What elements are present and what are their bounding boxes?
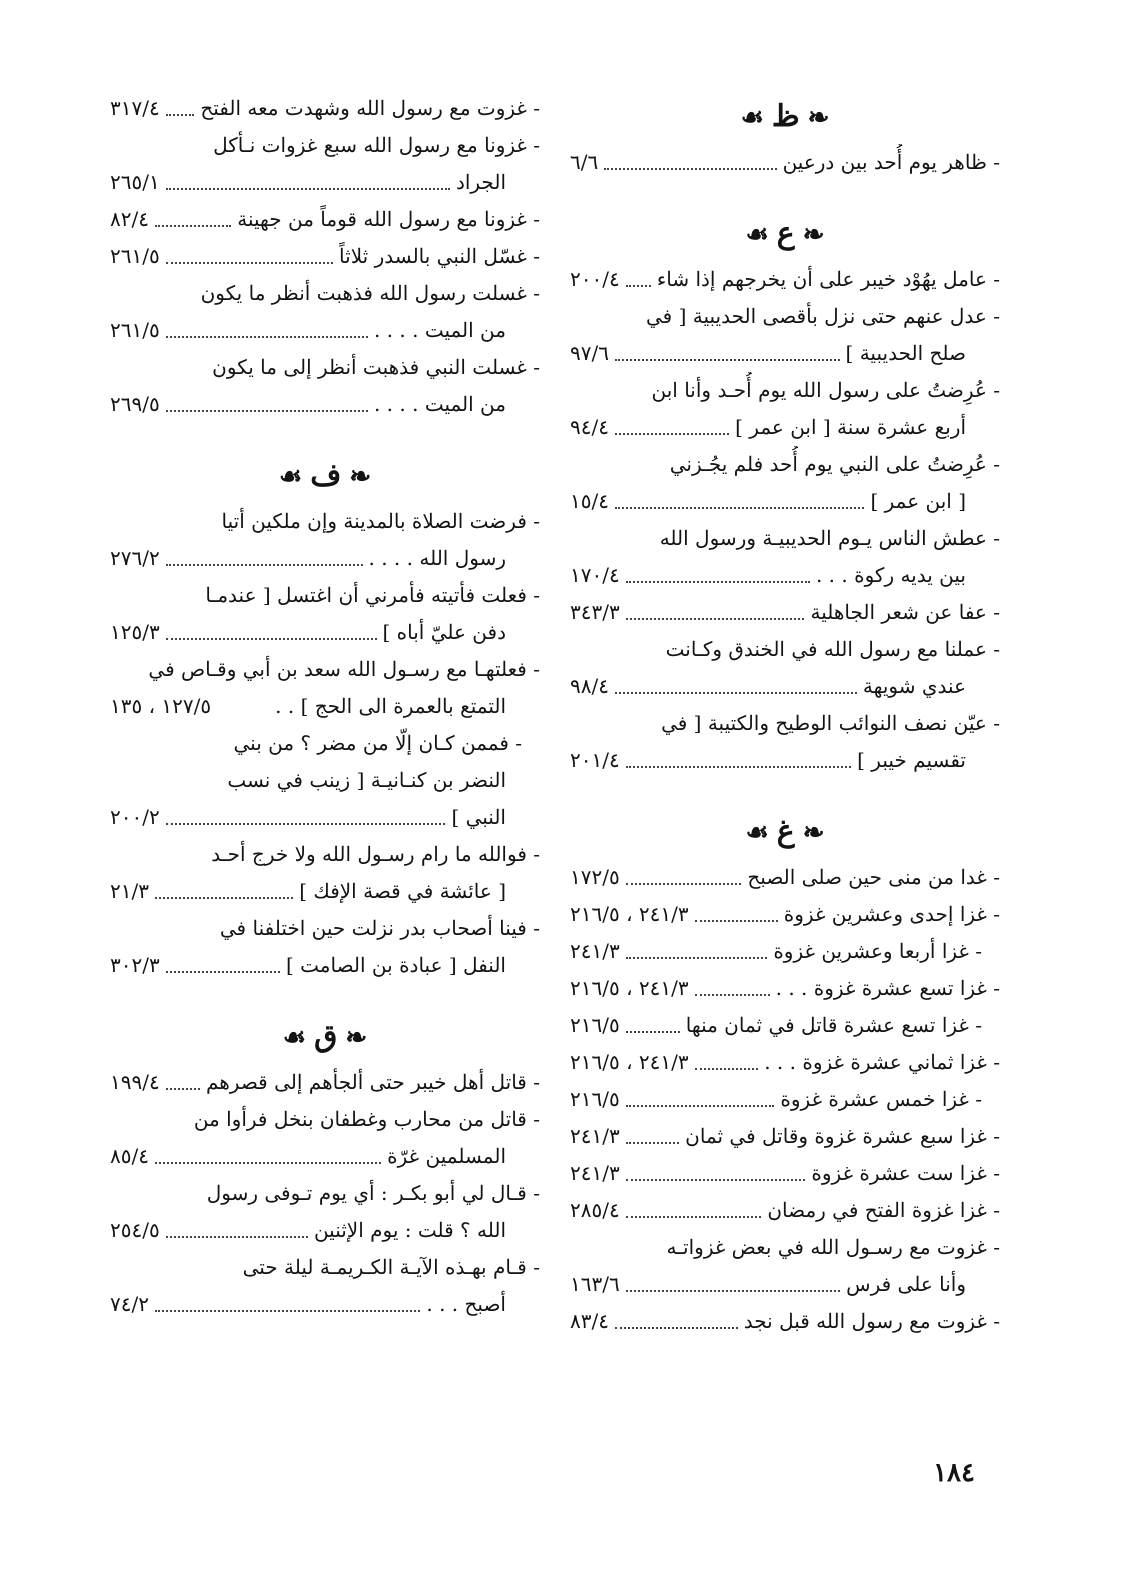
entry-text: - عطش الناس يـوم الحديبيـة ورسول الله bbox=[660, 520, 1000, 557]
entry-line bbox=[110, 1064, 540, 1101]
entry-text: الله ؟ قلت : يوم الإثنين bbox=[313, 1218, 506, 1242]
index-entry bbox=[570, 594, 1000, 631]
entry-line bbox=[570, 372, 1000, 409]
entry-reference: ٢٤١/٣ bbox=[570, 1124, 620, 1148]
entry-line bbox=[110, 799, 540, 836]
dot-leader bbox=[166, 638, 377, 640]
index-entry bbox=[570, 933, 1000, 970]
dot-leader bbox=[615, 507, 864, 509]
index-entry bbox=[110, 1101, 540, 1175]
entry-line bbox=[570, 1266, 1000, 1303]
section-letter: ظ bbox=[771, 99, 800, 134]
entry-text: - غزوت مع رسول الله قبل نجد bbox=[744, 1303, 1000, 1340]
index-entry bbox=[570, 1007, 1000, 1044]
entry-reference: ٦/٦ bbox=[570, 150, 599, 174]
entry-text: - فعلتهـا مع رسـول الله سعد بن أبي وقـاص في bbox=[148, 651, 540, 688]
entry-line bbox=[110, 1138, 540, 1175]
entry-line bbox=[110, 540, 540, 577]
dot-leader bbox=[626, 957, 768, 959]
entry-text: - فوالله ما رام رسـول الله ولا خرج أحـد bbox=[211, 836, 540, 873]
dot-leader bbox=[166, 823, 446, 825]
index-entry bbox=[570, 520, 1000, 594]
section-letter: غ bbox=[776, 814, 795, 849]
entry-line bbox=[570, 631, 1000, 668]
entry-reference: ٢٤١/٣ ، ٢١٦/٥ bbox=[570, 976, 689, 1000]
index-entry bbox=[570, 372, 1000, 446]
index-entry bbox=[110, 910, 540, 984]
index-section bbox=[570, 90, 1000, 181]
entry-text: - غسلت رسول الله فذهبت أنظر ما يكون bbox=[201, 275, 540, 312]
entry-reference: ٢١/٣ bbox=[110, 879, 149, 903]
entry-reference: ٨٢/٤ bbox=[110, 207, 149, 231]
ornament-icon: ☙ bbox=[278, 462, 303, 492]
entry-text: - فعلت فأتيته فأمرني أن اغتسل [ عندمـا bbox=[205, 577, 540, 614]
entry-line bbox=[110, 836, 540, 873]
section-letter: ع bbox=[776, 216, 795, 251]
section-spacer bbox=[110, 423, 540, 449]
index-entry bbox=[110, 836, 540, 910]
entry-line bbox=[570, 335, 1000, 372]
index-entry bbox=[570, 1081, 1000, 1118]
index-entry bbox=[570, 705, 1000, 779]
dot-leader bbox=[695, 920, 778, 922]
entry-text: من الميت . . . . bbox=[373, 318, 506, 342]
entry-text: - عملنا مع رسول الله في الخندق وكـانت bbox=[666, 631, 1000, 668]
index-entry bbox=[110, 503, 540, 577]
entry-line bbox=[110, 873, 540, 910]
dot-leader bbox=[166, 114, 195, 116]
entry-text: - غزا ثماني عشرة غزوة . . . bbox=[764, 1044, 1000, 1081]
dot-leader bbox=[615, 692, 857, 694]
entry-reference: ٢٧٦/٢ bbox=[110, 546, 160, 570]
dot-leader bbox=[626, 1105, 775, 1107]
dot-leader bbox=[615, 359, 840, 361]
entry-reference: ٢٨٥/٤ bbox=[570, 1198, 620, 1222]
entry-reference: ٢٥٤/٥ bbox=[110, 1218, 160, 1242]
index-entry bbox=[110, 1064, 540, 1101]
entry-reference: ١٢٧/٥ ، ١٣٥ bbox=[110, 694, 212, 718]
index-entry bbox=[110, 1249, 540, 1323]
index-entry bbox=[110, 238, 540, 275]
entry-text: - عامل يهُوْد خيبر على أن يخرجهم إذا شاء bbox=[657, 261, 1000, 298]
entry-text: النضر بن كنـانيـة [ زينب في نسب bbox=[227, 768, 506, 792]
entry-text: - فرضت الصلاة بالمدينة وإن ملكين أتيا bbox=[222, 503, 540, 540]
ornament-icon: ☙ bbox=[745, 220, 769, 250]
entry-text: - قاتل من محارب وغطفان بنخل فرأوا من bbox=[194, 1101, 540, 1138]
index-entry bbox=[570, 261, 1000, 298]
dot-leader bbox=[626, 285, 651, 287]
entry-text: النبي ] bbox=[451, 805, 506, 829]
entry-text: وأنا على فرس bbox=[846, 1272, 966, 1296]
dot-leader bbox=[626, 1216, 762, 1218]
entry-line bbox=[110, 90, 540, 127]
entry-line bbox=[110, 312, 540, 349]
entry-line bbox=[570, 1229, 1000, 1266]
entry-line bbox=[570, 446, 1000, 483]
entry-text: [ ابن عمر ] bbox=[870, 489, 966, 513]
entry-text: - غزا تسع عشرة قاتل في ثمان منها bbox=[686, 1007, 982, 1044]
entry-line bbox=[570, 594, 1000, 631]
entry-reference: ٧٤/٢ bbox=[110, 1292, 149, 1316]
entry-line bbox=[110, 238, 540, 275]
entry-line bbox=[110, 1101, 540, 1138]
entry-line bbox=[570, 1081, 1000, 1118]
index-entry bbox=[570, 970, 1000, 1007]
index-entry bbox=[110, 725, 540, 836]
entry-line bbox=[570, 483, 1000, 520]
entry-text: - غزا غزوة الفتح في رمضان bbox=[767, 1192, 1000, 1229]
entry-text: - عُرِضتُ على النبي يوم أُحد فلم يجُـزني bbox=[670, 446, 1000, 483]
ornament-icon: ❧ bbox=[802, 220, 825, 250]
index-entry bbox=[110, 349, 540, 423]
entry-line bbox=[570, 1155, 1000, 1192]
entry-reference: ٢٦٩/٥ bbox=[110, 392, 160, 416]
entry-text: أصبح . . . bbox=[426, 1292, 506, 1316]
index-entry bbox=[110, 127, 540, 201]
entry-text: - غسّل النبي بالسدر ثلاثاً bbox=[339, 238, 540, 275]
entry-line bbox=[570, 933, 1000, 970]
dot-leader bbox=[166, 188, 450, 190]
index-entry bbox=[570, 1192, 1000, 1229]
entry-line bbox=[570, 1303, 1000, 1340]
entry-reference: ١٢٥/٣ bbox=[110, 620, 160, 644]
entry-reference: ١٧٢/٥ bbox=[570, 865, 620, 889]
entry-reference: ٢٠٠/٤ bbox=[570, 267, 620, 291]
entry-text: - عُرِضتُ على رسول الله يوم أُحـد وأنا ابن bbox=[652, 372, 1001, 409]
ornament-icon: ❧ bbox=[802, 818, 825, 848]
entry-reference: ٢٠٠/٢ bbox=[110, 805, 160, 829]
entry-reference: ١٦٣/٦ bbox=[570, 1272, 620, 1296]
entry-text: دفن عليّ أباه ] bbox=[382, 620, 506, 644]
entry-text: - غزونا مع رسول الله قوماً من جهينة bbox=[237, 201, 540, 238]
entry-reference: ٨٥/٤ bbox=[110, 1144, 149, 1168]
dot-leader bbox=[166, 262, 333, 264]
ornament-icon: ❧ bbox=[345, 1023, 368, 1053]
entry-text: الجراد bbox=[455, 170, 506, 194]
entry-line bbox=[570, 1192, 1000, 1229]
index-entry bbox=[570, 1044, 1000, 1081]
section-heading bbox=[110, 1010, 540, 1064]
entry-line bbox=[570, 520, 1000, 557]
entry-line bbox=[570, 1007, 1000, 1044]
entry-line bbox=[570, 705, 1000, 742]
entry-line bbox=[110, 651, 540, 688]
entry-text: - ظاهر يوم أُحد بين درعين bbox=[783, 144, 1000, 181]
entry-reference: ١٥/٤ bbox=[570, 489, 609, 513]
ornament-icon: ☙ bbox=[282, 1023, 307, 1053]
entry-text: عندي شويهة bbox=[862, 674, 966, 698]
entry-line bbox=[110, 201, 540, 238]
entry-line bbox=[570, 1044, 1000, 1081]
entry-text: صلح الحديبية ] bbox=[845, 341, 966, 365]
entry-reference: ٩٨/٤ bbox=[570, 674, 609, 698]
entry-text: - غزا إحدى وعشرين غزوة bbox=[784, 896, 1000, 933]
section-spacer bbox=[110, 984, 540, 1010]
index-entry bbox=[570, 631, 1000, 705]
entry-line bbox=[570, 1118, 1000, 1155]
entry-line bbox=[110, 577, 540, 614]
entry-line bbox=[570, 668, 1000, 705]
entry-reference: ٢٤١/٣ bbox=[570, 939, 620, 963]
entry-line bbox=[570, 896, 1000, 933]
index-section bbox=[110, 1010, 540, 1323]
entry-reference: ٢٦١/٥ bbox=[110, 244, 160, 268]
entry-line bbox=[570, 742, 1000, 779]
entry-reference: ٣٤٣/٣ bbox=[570, 600, 620, 624]
entry-text: النفل [ عبادة بن الصامت ] bbox=[285, 953, 506, 977]
entry-text: التمتع بالعمرة الى الحج ] . . bbox=[275, 694, 506, 718]
entry-line bbox=[110, 349, 540, 386]
ornament-icon: ❧ bbox=[349, 462, 372, 492]
entry-text: - قاتل أهل خيبر حتى ألجأهم إلى قصرهم bbox=[206, 1064, 540, 1101]
right-column bbox=[570, 90, 1000, 1340]
dot-leader bbox=[626, 618, 805, 620]
entry-text: تقسيم خيبر ] bbox=[857, 748, 966, 772]
entry-reference: ٣١٧/٤ bbox=[110, 96, 160, 120]
entry-line bbox=[110, 386, 540, 423]
entry-text: المسلمين غرّة bbox=[387, 1144, 506, 1168]
index-section bbox=[110, 449, 540, 984]
dot-leader bbox=[626, 1179, 806, 1181]
entry-text: - غسلت النبي فذهبت أنظر إلى ما يكون bbox=[212, 349, 540, 386]
index-section bbox=[570, 207, 1000, 779]
dot-leader bbox=[626, 1290, 840, 1292]
entry-line bbox=[110, 614, 540, 651]
index-entry bbox=[570, 1155, 1000, 1192]
dot-leader bbox=[166, 410, 368, 412]
index-entry bbox=[570, 896, 1000, 933]
entry-text: - غزا أربعا وعشرين غزوة bbox=[773, 933, 982, 970]
left-column bbox=[110, 90, 540, 1323]
entry-line bbox=[110, 127, 540, 164]
index-entry bbox=[570, 1118, 1000, 1155]
entry-line bbox=[110, 275, 540, 312]
entry-reference: ٢٤١/٣ ، ٢١٦/٥ bbox=[570, 902, 689, 926]
page-number: ١٨٤ bbox=[933, 1458, 975, 1488]
entry-reference: ١٧٠/٤ bbox=[570, 563, 620, 587]
entry-line bbox=[570, 970, 1000, 1007]
entry-reference: ٢٦١/٥ bbox=[110, 318, 160, 342]
section-heading bbox=[570, 805, 1000, 859]
entry-text: - قـام بهـذه الآيـة الكـريمـة ليلة حتى bbox=[243, 1249, 540, 1286]
section-heading bbox=[570, 207, 1000, 261]
index-entry bbox=[570, 1229, 1000, 1303]
index-entry bbox=[570, 446, 1000, 520]
entry-text: - غزوت مع رسـول الله في بعض غزواتـه bbox=[666, 1229, 1000, 1266]
section-heading bbox=[110, 449, 540, 503]
dot-leader bbox=[695, 994, 770, 996]
entry-text: - غزا سبع عشرة غزوة وقاتل في ثمان bbox=[685, 1118, 1000, 1155]
index-entry bbox=[110, 651, 540, 725]
entry-reference: ٢١٦/٥ bbox=[570, 1013, 620, 1037]
dot-leader bbox=[626, 1031, 680, 1033]
dot-leader bbox=[626, 766, 851, 768]
index-entry bbox=[110, 275, 540, 349]
section-letter: ق bbox=[314, 1019, 338, 1054]
entry-text: [ عائشة في قصة الإفك ] bbox=[299, 879, 506, 903]
ornament-icon: ☙ bbox=[740, 103, 764, 133]
index-entry bbox=[110, 1175, 540, 1249]
entry-text: - غزا ست عشرة غزوة bbox=[811, 1155, 1000, 1192]
index-entry bbox=[570, 859, 1000, 896]
dot-leader bbox=[615, 433, 729, 435]
index-entry bbox=[110, 90, 540, 127]
entry-text: - عفا عن شعر الجاهلية bbox=[810, 594, 1000, 631]
index-entry bbox=[570, 144, 1000, 181]
entry-text: - غزا تسع عشرة غزوة . . . bbox=[776, 970, 1000, 1007]
entry-reference: ٢٤١/٣ ، ٢١٦/٥ bbox=[570, 1050, 689, 1074]
entry-reference: ١٩٩/٤ bbox=[110, 1070, 160, 1094]
entry-text: - غزا خمس عشرة غزوة bbox=[780, 1081, 982, 1118]
entry-line bbox=[110, 1175, 540, 1212]
entry-text: - غزوت مع رسول الله وشهدت معه الفتح bbox=[200, 90, 540, 127]
dot-leader bbox=[166, 564, 363, 566]
entry-text: - غدا من منى حين صلى الصبح bbox=[747, 859, 1000, 896]
entry-line bbox=[110, 1286, 540, 1323]
dot-leader bbox=[626, 883, 742, 885]
entry-text: - غزونا مع رسول الله سبع غزوات نـأكل bbox=[213, 127, 540, 164]
ornament-icon: ❧ bbox=[807, 103, 830, 133]
index-entry bbox=[110, 201, 540, 238]
index-entry bbox=[570, 298, 1000, 372]
entry-line bbox=[570, 557, 1000, 594]
entry-line bbox=[570, 409, 1000, 446]
entry-text: من الميت . . . . bbox=[373, 392, 506, 416]
dot-leader bbox=[166, 1236, 308, 1238]
dot-leader bbox=[155, 1310, 420, 1312]
entry-reference: ٩٧/٦ bbox=[570, 341, 609, 365]
dot-leader bbox=[155, 1162, 381, 1164]
dot-leader bbox=[695, 1068, 759, 1070]
entry-line bbox=[110, 762, 540, 799]
entry-reference: ٢٤١/٣ bbox=[570, 1161, 620, 1185]
index-entry bbox=[110, 577, 540, 651]
section-spacer bbox=[570, 181, 1000, 207]
entry-text: - قـال لي أبو بكـر : أي يوم تـوفى رسول bbox=[207, 1175, 540, 1212]
dot-leader bbox=[155, 225, 231, 227]
entry-reference: ٢١٦/٥ bbox=[570, 1087, 620, 1111]
entry-line bbox=[110, 688, 540, 725]
entry-line bbox=[570, 298, 1000, 335]
entry-text: - فينا أصحاب بدر نزلت حين اختلفنا في bbox=[220, 910, 540, 947]
entry-line bbox=[110, 1212, 540, 1249]
entry-line bbox=[570, 144, 1000, 181]
entry-line bbox=[570, 859, 1000, 896]
entry-text: رسول الله . . . . bbox=[368, 546, 506, 570]
entry-line bbox=[570, 261, 1000, 298]
dot-leader bbox=[166, 1088, 200, 1090]
ornament-icon: ☙ bbox=[745, 818, 769, 848]
entry-line bbox=[110, 1249, 540, 1286]
entry-line bbox=[110, 910, 540, 947]
entry-line bbox=[110, 947, 540, 984]
entry-text: أربع عشرة سنة [ ابن عمر ] bbox=[735, 415, 966, 439]
entry-reference: ٣٠٢/٣ bbox=[110, 953, 160, 977]
entry-line bbox=[110, 164, 540, 201]
entry-text: - فممن كـان إلّا من مضر ؟ من بني bbox=[233, 725, 522, 762]
dot-leader bbox=[615, 1327, 738, 1329]
entry-reference: ٢٠١/٤ bbox=[570, 748, 620, 772]
entry-text: بين يديه ركوة . . . bbox=[815, 563, 966, 587]
index-section bbox=[110, 90, 540, 423]
dot-leader bbox=[626, 1142, 679, 1144]
entry-reference: ٨٣/٤ bbox=[570, 1309, 609, 1333]
dot-leader bbox=[155, 897, 293, 899]
dot-leader bbox=[604, 168, 776, 170]
section-letter: ف bbox=[310, 458, 342, 493]
entry-line bbox=[110, 503, 540, 540]
entry-reference: ٩٤/٤ bbox=[570, 415, 609, 439]
dot-leader bbox=[166, 971, 280, 973]
index-section bbox=[570, 805, 1000, 1340]
entry-reference: ٢٦٥/١ bbox=[110, 170, 160, 194]
index-entry bbox=[570, 1303, 1000, 1340]
entry-text: - عدل عنهم حتى نزل بأقصى الحديبية [ في bbox=[646, 298, 1000, 335]
section-heading bbox=[570, 90, 1000, 144]
entry-line bbox=[110, 725, 540, 762]
entry-text: - عيّن نصف النوائب الوطيح والكتيبة [ في bbox=[661, 705, 1000, 742]
section-spacer bbox=[570, 779, 1000, 805]
dot-leader bbox=[626, 581, 810, 583]
dot-leader bbox=[166, 336, 368, 338]
